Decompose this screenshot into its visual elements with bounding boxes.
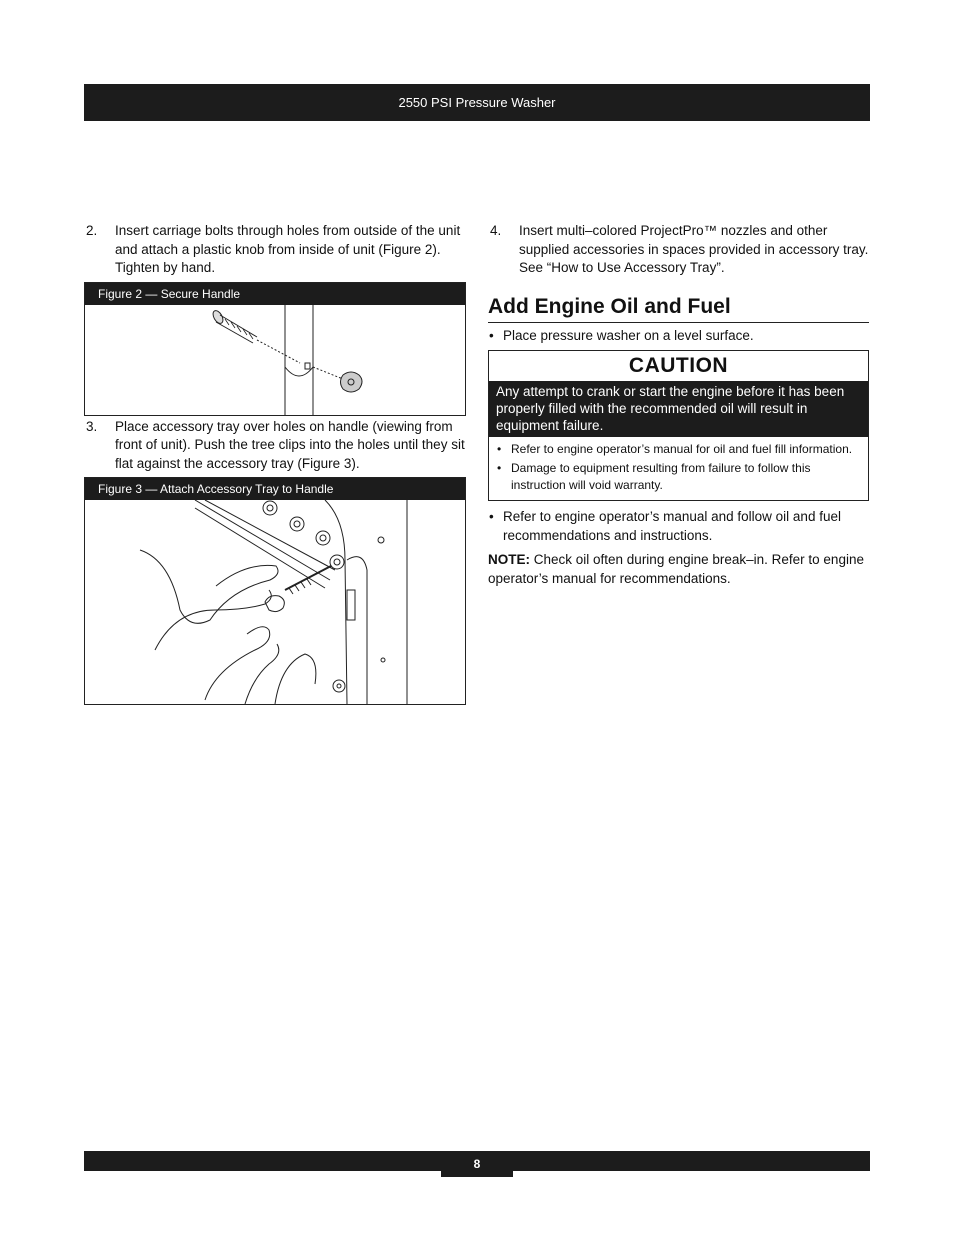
step-text: Insert multi–colored ProjectPro™ nozzles and other supplied accessories in spaces provided in accessory tray. See “How to Use Accessory Tray”. bbox=[519, 223, 869, 275]
caution-warning: Any attempt to crank or start the engine before it has been properly filled with the recommended oil will result in equipment failure. bbox=[489, 381, 868, 437]
document-title: 2550 PSI Pressure Washer bbox=[398, 95, 556, 110]
list-item bbox=[497, 441, 860, 458]
step-2 bbox=[84, 222, 466, 278]
caution-title: CAUTION bbox=[628, 354, 729, 377]
step-number: 3. bbox=[86, 418, 98, 434]
figure-3 bbox=[84, 477, 466, 705]
bullet-oil-fuel bbox=[488, 508, 869, 545]
header-bar bbox=[84, 84, 870, 121]
page-number: 8 bbox=[473, 1157, 481, 1171]
figure-2 bbox=[84, 282, 466, 416]
bullet-icon: • bbox=[489, 327, 494, 343]
bullet-text: Refer to engine operator’s manual and follow oil and fuel recommendations and instructions. bbox=[503, 509, 841, 543]
section-title: Add Engine Oil and Fuel bbox=[488, 294, 869, 323]
step-3 bbox=[84, 418, 466, 474]
page-number-tab bbox=[441, 1151, 513, 1177]
bullet-icon: • bbox=[489, 509, 494, 524]
right-column bbox=[488, 222, 869, 588]
step-4 bbox=[488, 222, 869, 278]
note-text: Check oil often during engine break–in. Refer to engine operator’s manual for recommendations. bbox=[488, 552, 864, 586]
step-text: Insert carriage bolts through holes from outside of the unit and attach a plastic knob from inside of unit (Figure 2). Tighten by hand. bbox=[115, 223, 461, 275]
note-label: NOTE: bbox=[488, 552, 530, 567]
step-text: Place accessory tray over holes on handle (viewing from front of unit). Push the tree clips into the holes until they sit flat against the accessory tray (Figure 3). bbox=[115, 418, 465, 471]
bullet-icon: • bbox=[497, 442, 502, 456]
list-item-text: Refer to engine operator’s manual for oil and fuel fill information. bbox=[511, 442, 853, 456]
left-column bbox=[84, 222, 466, 705]
list-item bbox=[497, 460, 860, 494]
caution-box bbox=[488, 350, 869, 501]
list-item-text: Damage to equipment resulting from failure to follow this instruction will void warranty. bbox=[511, 461, 811, 492]
secure-handle-illustration bbox=[85, 305, 465, 415]
bullet-text: Place pressure washer on a level surface. bbox=[503, 327, 754, 343]
bullet-icon: • bbox=[497, 461, 502, 475]
bullet-level-surface bbox=[488, 327, 869, 346]
note-paragraph bbox=[488, 551, 869, 588]
step-number: 4. bbox=[490, 223, 502, 238]
caution-list bbox=[489, 437, 868, 500]
figure-caption: Figure 2 — Secure Handle bbox=[85, 283, 465, 305]
step-number: 2. bbox=[86, 223, 98, 238]
attach-tray-illustration bbox=[85, 500, 465, 704]
figure-caption: Figure 3 — Attach Accessory Tray to Handle bbox=[85, 478, 465, 500]
